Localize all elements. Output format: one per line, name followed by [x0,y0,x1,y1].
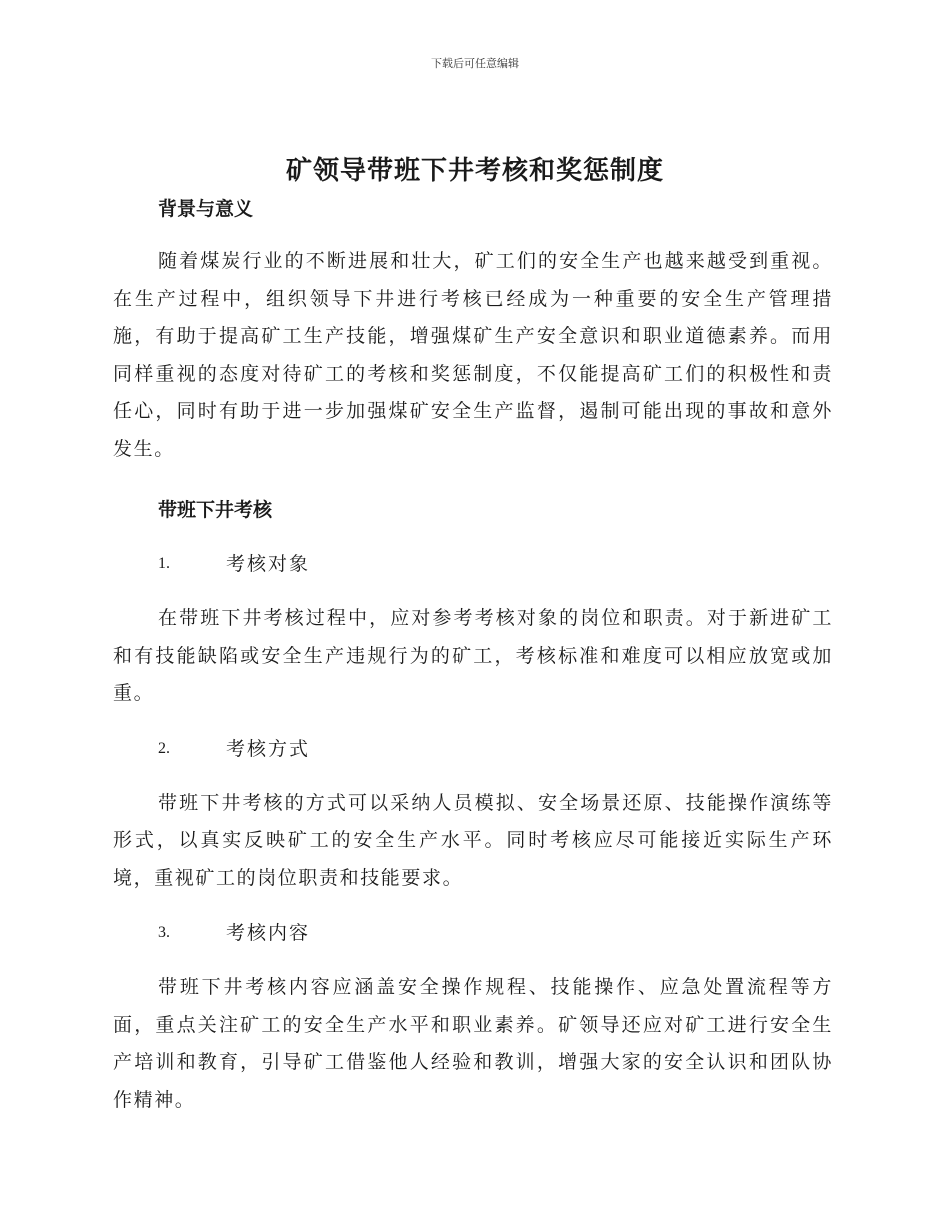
item-label: 考核方式 [226,737,311,760]
document-title: 矿领导带班下井考核和奖惩制度 [285,156,664,186]
page-header-note: 下载后可任意编辑 [431,57,519,70]
item-label: 考核对象 [226,553,311,575]
section-heading-assessment: 带班下井考核 [158,499,273,521]
item-number: 1. [158,555,170,572]
document-body [113,193,833,1119]
item-label: 考核内容 [226,922,311,944]
item-number: 2. [158,739,170,757]
paragraph-item-1: 在带班下井考核过程中，应对参考考核对象的岗位和职责。对于新进矿工和有技能缺陷或安全生产违规行为的矿工，考核标准和难度可以相应放宽或加重。 [113,607,833,704]
paragraph-background: 随着煤炭行业的不断进展和壮大，矿工们的安全生产也越来越受到重视。在生产过程中，组织领导下井进行考核已经成为一种重要的安全生产管理措施，有助于提高矿工生产技能，增强煤矿生产安全意识和职业道德素养。而用同样重视的态度对待矿工的考核和奖惩制度，不仅能提高矿工们的积极性和责任心，同时有助于进一步加强煤矿安全生产监督，遏制可能出现的事故和意外发生。 [113,250,833,460]
section-heading-background: 背景与意义 [158,198,254,220]
paragraph-item-2: 带班下井考核的方式可以采纳人员模拟、安全场景还原、技能操作演练等形式，以真实反映矿工的安全生产水平。同时考核应尽可能接近实际生产环境，重视矿工的岗位职责和技能要求。 [113,791,833,889]
item-number: 3. [158,924,170,941]
numbered-item-1 [113,548,833,580]
numbered-item-3 [113,917,833,949]
paragraph-item-3: 带班下井考核内容应涵盖安全操作规程、技能操作、应急处置流程等方面，重点关注矿工的安全生产水平和职业素养。矿领导还应对矿工进行安全生产培训和教育，引导矿工借鉴他人经验和教训，增强大家的安全认识和团队协作精神。 [113,976,833,1111]
numbered-item-2 [113,733,833,765]
